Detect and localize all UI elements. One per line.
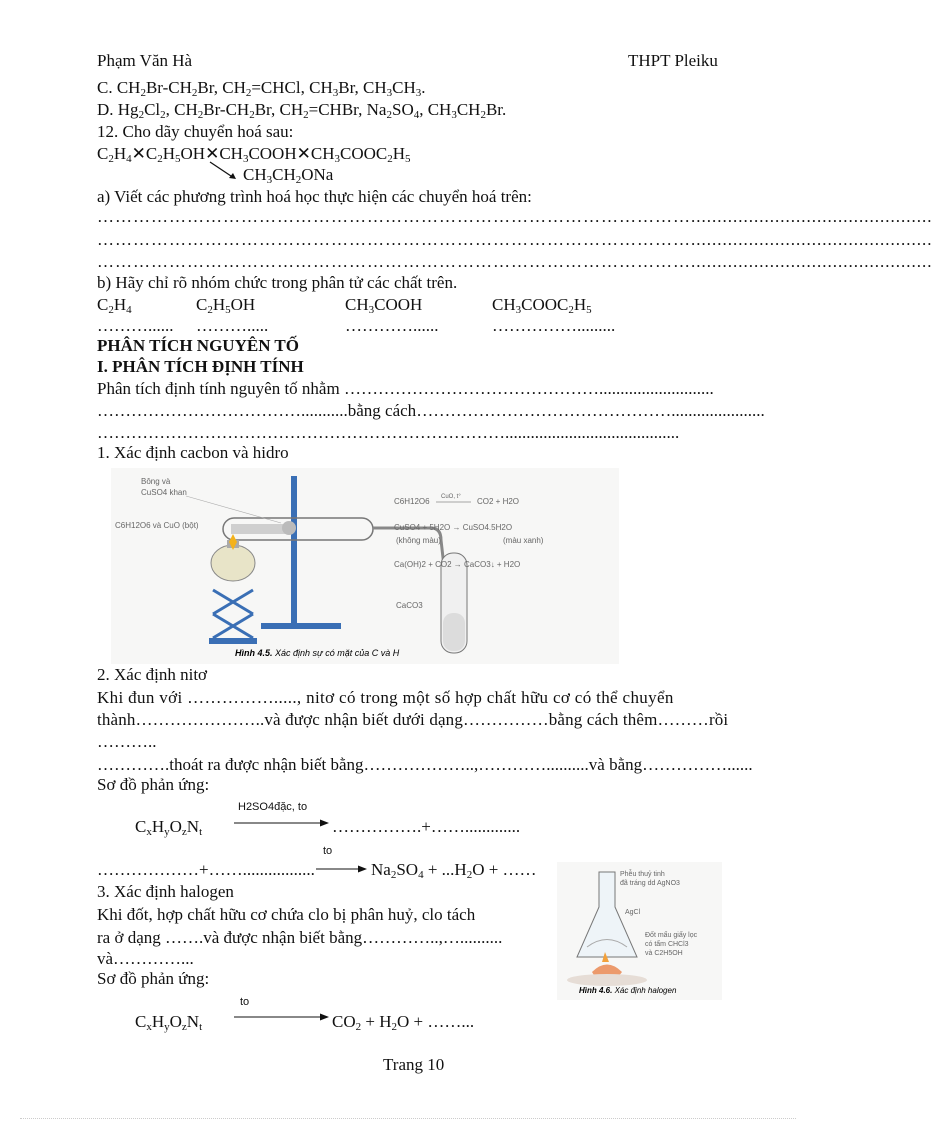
n-title: 2. Xác định nitơ <box>97 665 208 684</box>
figure-4-6 <box>557 862 722 1000</box>
formula-ch3cooh: $CH_3COOH$ <box>345 295 423 316</box>
eq2-right-note: (màu xanh) <box>503 536 544 545</box>
eq1-condition: CuO, t° <box>441 494 461 500</box>
fig-label-cotton: Bông và <box>141 477 171 486</box>
formula-c2h5oh: $C_2H_5OH$ <box>196 295 256 316</box>
option-c: C. $CH_2Br-CH_2Br$, $CH_2=CHCl$, $CH_3Br$, $CH_3CH_3$. <box>97 78 426 99</box>
q12-a: a) Viết các phương trình hoá học thực hiện các chuyển hoá trên: <box>97 187 532 206</box>
arrow-icon: ✕ <box>296 144 311 163</box>
n-line-3: ……….. <box>97 732 157 751</box>
hal-line-3: và…………... <box>97 949 194 968</box>
fig-label-funnel2: đã tráng dd AgNO3 <box>620 880 680 887</box>
hal-line-2: ra ở dạng …….và được nhận biết bằng…………..,….......... <box>97 928 503 947</box>
header-school: THPT Pleiku <box>628 51 718 70</box>
n-cond-1: H2SO4đặc, to <box>238 801 308 813</box>
figure-caption: Hình 4.6. Xác định halogen <box>579 986 677 995</box>
n-reactants-2[interactable]: ………………+……................. <box>97 860 315 879</box>
eq1-left: C6H12O6 <box>394 497 430 506</box>
n-line-4: ………….thoát ra được nhận biết bằng………………..,…………..........và bằng……………...... <box>97 755 753 774</box>
figure-caption: Hình 4.5. Xác định sự có mặt của C và H <box>235 648 400 658</box>
fig-label-caco3: CaCO3 <box>396 601 423 610</box>
n-cond-2: to <box>323 845 333 857</box>
n-formula: $C_xH_yO_zN_t$ <box>135 817 203 838</box>
reaction-arrow-icon <box>316 864 368 874</box>
fig-label-paper1: Đốt mẩu giấy lọc <box>645 932 698 939</box>
intro-line-1: Phân tích định tính nguyên tố nhằm ………………………………………........................... <box>97 379 714 398</box>
fig-label-paper2: có tẩm CHCl3 <box>645 941 689 948</box>
n-line-1: Khi đun với ……………....., nitơ có trong một số hợp chất hữu cơ có thể chuyển <box>97 688 674 707</box>
blank[interactable]: ……………......... <box>492 316 616 335</box>
n-products-2[interactable]: $Na_2SO_4 + ...H_2O$ + …… <box>371 860 537 881</box>
q12-prompt: 12. Cho dãy chuyển hoá sau: <box>97 122 294 141</box>
eq1-right: CO2 + H2O <box>477 497 520 506</box>
blank[interactable]: …………...... <box>345 316 439 335</box>
page-border <box>20 1118 796 1119</box>
figure-4-5 <box>111 468 619 664</box>
reaction-arrow-icon <box>234 1012 330 1022</box>
hal-cond: to <box>240 996 250 1008</box>
q12-b: b) Hãy chỉ rõ nhóm chức trong phân tử các chất trên. <box>97 273 458 292</box>
header-author: Phạm Văn Hà <box>97 51 193 70</box>
ch-title: 1. Xác định cacbon và hidro <box>97 443 289 462</box>
hal-formula: $C_xH_yO_zN_t$ <box>135 1012 203 1033</box>
arrow-icon: ✕ <box>131 144 146 163</box>
fig-label-agcl: AgCl <box>625 909 641 916</box>
n-products-1[interactable]: …………….+……............. <box>332 817 521 836</box>
fig-label-paper3: và C2H5OH <box>645 950 683 957</box>
hal-scheme-label: Sơ đồ phản ứng: <box>97 969 210 988</box>
formula-c2h4: $C_2H_4$ <box>97 295 132 316</box>
reaction-arrow-icon <box>234 818 330 828</box>
fig-label-cuso4: CuSO4 khan <box>141 488 187 497</box>
fig-label-funnel: Phễu thuỷ tinh <box>620 871 665 878</box>
answer-line[interactable]: ……………………………………………………………………………………….............................................. <box>97 252 933 271</box>
formula-ch3cooc2h5: $CH_3COOC_2H_5$ <box>492 295 592 316</box>
eq2: CuSO4 + 5H2O → CuSO4.5H2O <box>394 523 513 532</box>
blank[interactable]: ………..... <box>196 316 269 335</box>
answer-line[interactable]: ……………………………………………………………………………………….............................................. <box>97 207 933 226</box>
fig-label-sample: C6H12O6 và CuO (bột) <box>115 521 199 530</box>
hal-line-1: Khi đốt, hợp chất hữu cơ chứa clo bị phân huỷ, clo tách <box>97 905 476 924</box>
arrow-icon: ✕ <box>205 144 220 163</box>
n-line-2: thành…………………..và được nhận biết dưới dạng……………bằng cách thêm………rồi <box>97 710 729 729</box>
eq2-left-note: (không màu) <box>396 536 441 545</box>
answer-line[interactable]: ……………………………………………………………………………………….............................................. <box>97 230 933 249</box>
section-subtitle: I. PHÂN TÍCH ĐỊNH TÍNH <box>97 357 304 376</box>
page-number: Trang 10 <box>383 1055 445 1074</box>
eq3: Ca(OH)2 + CO2 → CaCO3↓ + H2O <box>394 560 521 569</box>
q12-branch: $CH_3CH_2ONa$ <box>243 165 334 186</box>
hal-title: 3. Xác định halogen <box>97 882 234 901</box>
intro-line-2: ………………………………...........bằng cách………………………………………...................... <box>97 401 765 420</box>
n-scheme-label: Sơ đồ phản ứng: <box>97 775 210 794</box>
branch-arrow-icon <box>208 160 240 182</box>
section-title: PHÂN TÍCH NGUYÊN TỐ <box>97 336 299 355</box>
intro-line-3: ………………………………………………………………......................................... <box>97 423 680 442</box>
hal-products[interactable]: $CO_2 + H_2O$ + ……... <box>332 1012 475 1033</box>
option-d: D. $Hg_2Cl_2$, $CH_2Br-CH_2Br$, $CH_2=CHBr$, $Na_2SO_4$, $CH_3CH_2Br$. <box>97 100 507 121</box>
q12-chain: $C_2H_4✕C_2H_5OH✕CH_3COOH✕CH_3COOC_2H_5$ <box>97 144 411 165</box>
blank[interactable]: ………...... <box>97 316 174 335</box>
